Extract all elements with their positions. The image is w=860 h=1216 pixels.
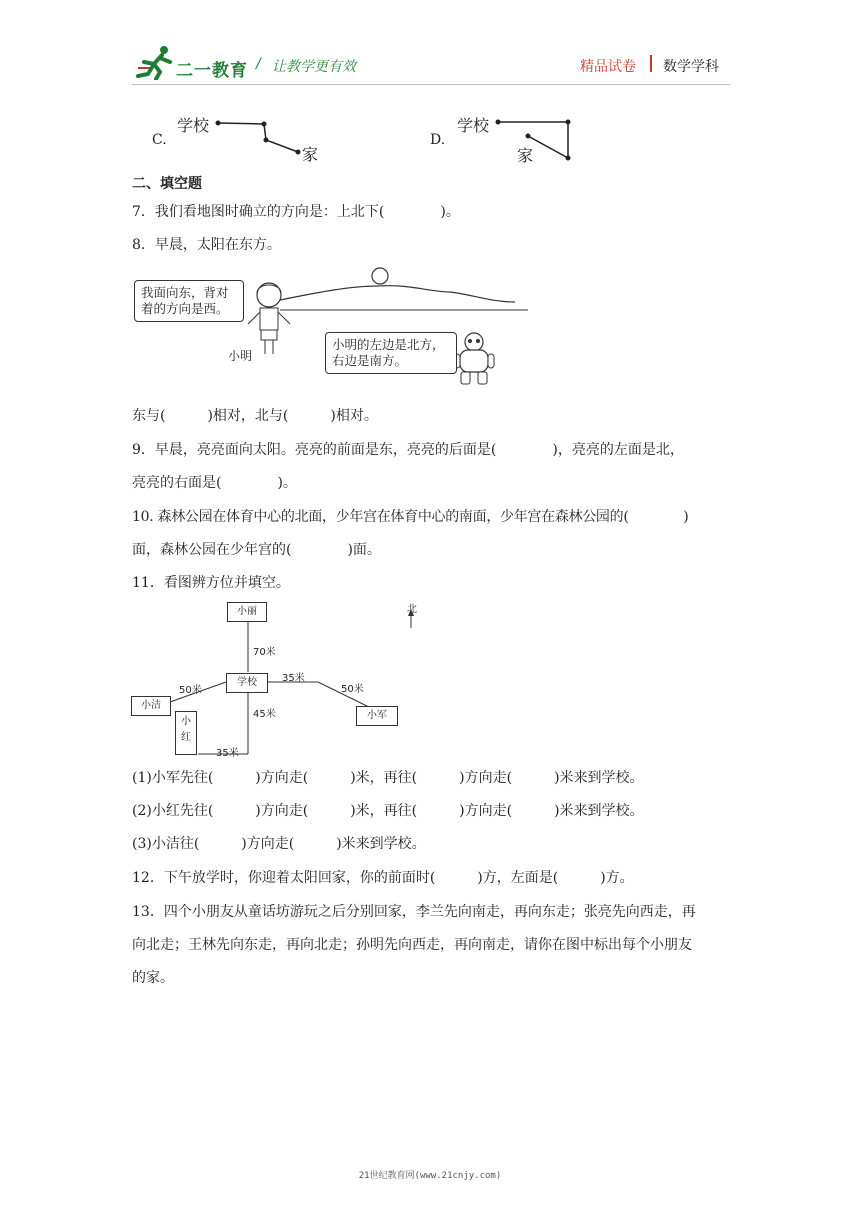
question-9-line-2: 亮亮的右面是( )。	[132, 475, 297, 491]
page-footer: 21世纪教育网(www.21cnjy.com)	[358, 1171, 502, 1181]
option-c-home: 家	[302, 145, 319, 164]
xiaojie-label: 小洁	[141, 700, 161, 711]
header-subject: 数学学科	[663, 59, 719, 75]
box-xiaojun: 小军	[356, 706, 398, 726]
bubble-robot-line-1: 小明的左边是北方，	[332, 337, 445, 352]
option-c-label: C.	[152, 132, 167, 148]
box-xiaohong	[175, 711, 197, 755]
header-divider	[650, 55, 652, 72]
north-label: 北	[407, 604, 417, 615]
question-13-line-3: 的家。	[132, 970, 174, 986]
brand-name: 二一教育	[176, 61, 248, 81]
xiaohong-char-1: 小	[181, 716, 191, 727]
speech-bubble-robot	[325, 332, 457, 374]
box-xiaoli: 小丽	[227, 602, 267, 622]
option-c-route	[214, 118, 304, 158]
header-right-label: 精品试卷	[580, 59, 636, 75]
header-rule	[132, 84, 730, 85]
distance-70: 70米	[253, 647, 276, 658]
question-10-line-1: 10. 森林公园在体育中心的北面，少年宫在体育中心的南面，少年宫在森林公园的( )	[132, 509, 689, 525]
robot-icon	[454, 333, 494, 384]
distance-45: 45米	[253, 709, 276, 720]
option-d-label: D.	[430, 132, 446, 148]
header-slash: /	[256, 56, 261, 72]
box-xiaojie	[131, 696, 171, 716]
question-13-line-1: 13．四个小朋友从童话坊游玩之后分别回家，李兰先向南走，再向东走；张亮先向西走，再	[132, 904, 696, 920]
bubble-robot-line-2: 右边是南方。	[332, 353, 408, 368]
distance-50-west: 50米	[179, 685, 202, 696]
option-d-school: 学校	[457, 116, 490, 135]
question-9-line-1: 9．早晨，亮亮面向太阳。亮亮的前面是东，亮亮的后面是( )，亮亮的左面是北，	[132, 442, 684, 458]
distance-35-east: 35米	[282, 673, 305, 684]
option-d-home: 家	[517, 146, 534, 165]
question-8-stem: 8．早晨，太阳在东方。	[132, 237, 281, 253]
question-11-stem: 11．看图辨方位并填空。	[132, 575, 290, 591]
bubble-boy-line-1: 我面向东，背对	[141, 285, 229, 300]
option-c-school: 学校	[177, 116, 210, 135]
question-10-line-2: 面，森林公园在少年宫的( )面。	[132, 542, 381, 558]
bubble-boy-line-2: 着的方向是西。	[141, 301, 229, 316]
runner-logo-icon	[136, 44, 178, 80]
sun-icon	[372, 268, 388, 284]
option-d-route	[494, 116, 574, 162]
distance-50-east: 50米	[341, 684, 364, 695]
question-12: 12．下午放学时，你迎着太阳回家，你的前面时( )方，左面是( )方。	[132, 870, 634, 886]
question-11-sub-3: (3)小洁往( )方向走( )米来到学校。	[132, 836, 426, 852]
question-7: 7．我们看地图时确立的方向是：上北下( )。	[132, 204, 460, 220]
distance-35-south: 35米	[216, 748, 239, 759]
section-title: 二、填空题	[132, 176, 202, 192]
question-8-blanks: 东与( )相对，北与( )相对。	[132, 408, 378, 424]
question-11-sub-2: (2)小红先往( )方向走( )米，再往( )方向走( )米来到学校。	[132, 803, 644, 819]
box-school: 学校	[226, 673, 268, 693]
question-11-sub-1: (1)小军先往( )方向走( )米，再往( )方向走( )米来到学校。	[132, 770, 644, 786]
boy-name-label: 小明	[228, 349, 253, 363]
xiaohong-char-2: 红	[181, 732, 191, 743]
question-13-line-2: 向北走；王林先向东走，再向北走；孙明先向西走，再向南走，请你在图中标出每个小朋友	[132, 937, 692, 953]
speech-bubble-boy	[134, 280, 244, 322]
slogan: 让教学更有效	[272, 59, 356, 75]
hill-line	[280, 286, 515, 302]
boy-icon	[248, 283, 290, 354]
